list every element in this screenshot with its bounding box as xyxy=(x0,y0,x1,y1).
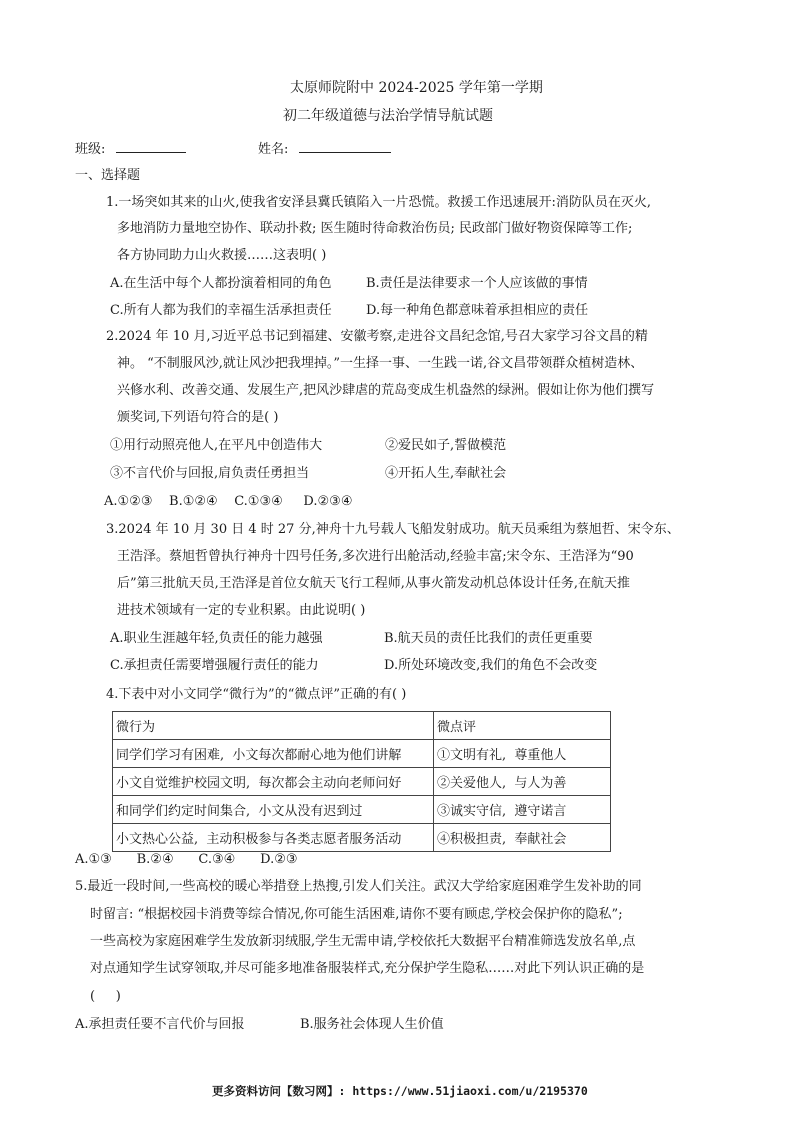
table-cell: 同学们学习有困难, 小文每次都耐心地为他们讲解 xyxy=(113,740,434,768)
q4-table xyxy=(112,711,611,852)
q3-option-c: C.承担责任需要增强履行责任的能力 xyxy=(110,658,319,673)
footer-link[interactable]: 更多资料访问【数习网】: https://www.51jiaoxi.com/u/2195370 xyxy=(212,1084,588,1098)
table-cell: ①文明有礼, 尊重他人 xyxy=(434,740,611,768)
q5-stem-line: ( ) xyxy=(90,989,121,1004)
table-row xyxy=(113,768,611,796)
q2-options: A.①②③ B.①②④ C.①③④ D.②③④ xyxy=(104,494,353,509)
q2-stem-line: 神。 “不制服风沙,就让风沙把我埋掉。”一生择一事、一生践一诺,谷文昌带领群众植树造林、 xyxy=(117,356,644,371)
q1-option-c: C.所有人都为我们的幸福生活承担责任 xyxy=(110,303,332,318)
table-header-cell: 微点评 xyxy=(434,712,611,740)
q1-option-b: B.责任是法律要求一个人应该做的事情 xyxy=(366,276,588,291)
q2-statement-1: ①用行动照亮他人,在平凡中创造伟大 xyxy=(110,438,323,453)
q2-stem-line: 2.2024 年 10 月,习近平总书记到福建、安徽考察,走进谷文昌纪念馆,号召大家学习谷文昌的精 xyxy=(106,329,648,344)
q4-options: A.①③ B.②④ C.③④ D.②③ xyxy=(75,852,298,867)
q5-option-b: B.服务社会体现人生价值 xyxy=(300,1017,444,1032)
table-cell: ②关爱他人, 与人为善 xyxy=(434,768,611,796)
table-header-row xyxy=(113,712,611,740)
q3-stem-line: 进技术领域有一定的专业积累。由此说明( ) xyxy=(117,603,366,618)
name-field xyxy=(258,138,391,160)
q3-option-b: B.航天员的责任比我们的责任更重要 xyxy=(384,631,593,646)
q2-statement-4: ④开拓人生,奉献社会 xyxy=(385,466,507,481)
q2-statement-2: ②爱民如子,誓做模范 xyxy=(385,438,507,453)
name-blank xyxy=(299,138,391,153)
class-field xyxy=(75,138,186,160)
q3-option-a: A.职业生涯越年轻,负责任的能力越强 xyxy=(110,631,323,646)
name-label: 姓名: xyxy=(258,142,289,157)
q4-stem: 4.下表中对小文同学“微行为”的“微点评”正确的有( ) xyxy=(106,687,407,702)
q5-stem-line: 一些高校为家庭困难学生发放新羽绒服,学生无需申请,学校依托大数据平台精准筛选发放名单,点 xyxy=(90,934,636,949)
q1-stem-line: 多地消防力量地空协作、联动扑救; 医生随时待命救治伤员; 民政部门做好物资保障等工作; xyxy=(117,221,633,236)
section-heading: 一、选择题 xyxy=(75,168,141,183)
table-header-cell: 微行为 xyxy=(113,712,434,740)
table-row xyxy=(113,824,611,852)
q3-stem-line: 后”第三批航天员,王浩泽是首位女航天飞行工程师,从事火箭发动机总体设计任务,在航天推 xyxy=(117,576,631,591)
table-cell: 和同学们约定时间集合, 小文从没有迟到过 xyxy=(113,796,434,824)
table-cell: 小文热心公益, 主动积极参与各类志愿者服务活动 xyxy=(113,824,434,852)
q3-stem-line: 王浩泽。蔡旭哲曾执行神舟十四号任务,多次进行出舱活动,经验丰富;宋令东、王浩泽为“90 xyxy=(117,549,634,564)
table-cell: ④积极担责, 奉献社会 xyxy=(434,824,611,852)
q1-stem-line: 1.一场突如其来的山火,使我省安泽县冀氏镇陷入一片恐慌。救援工作迅速展开:消防队员在灭火, xyxy=(106,195,652,210)
q1-option-a: A.在生活中每个人都扮演着相同的角色 xyxy=(110,276,332,291)
q5-option-a: A.承担责任要不言代价与回报 xyxy=(75,1017,245,1032)
q1-stem-line: 各方协同助力山火救援……这表明( ) xyxy=(117,248,327,263)
q3-stem-line: 3.2024 年 10 月 30 日 4 时 27 分,神舟十九号载人飞船发射成功。航天员乘组为蔡旭哲、宋令东、 xyxy=(106,522,680,537)
class-blank xyxy=(116,138,186,153)
table-row xyxy=(113,796,611,824)
table-cell: ③诚实守信, 遵守诺言 xyxy=(434,796,611,824)
table-cell: 小文自觉维护校园文明, 每次都会主动向老师问好 xyxy=(113,768,434,796)
q5-stem-line: 对点通知学生试穿领取,并尽可能多地准备服装样式,充分保护学生隐私……对此下列认识正确的是 xyxy=(90,961,645,976)
q2-stem-line: 兴修水利、改善交通、发展生产,把风沙肆虐的荒岛变成生机盎然的绿洲。假如让你为他们撰写 xyxy=(117,383,655,398)
class-label: 班级: xyxy=(75,142,106,157)
q2-stem-line: 颁奖词,下列语句符合的是( ) xyxy=(117,410,279,425)
q1-option-d: D.每一种角色都意味着承担相应的责任 xyxy=(366,303,589,318)
q5-stem-line: 5.最近一段时间,一些高校的暖心举措登上热搜,引发人们关注。武汉大学给家庭困难学生发补助的同 xyxy=(75,879,642,894)
q3-option-d: D.所处环境改变,我们的角色不会改变 xyxy=(384,658,598,673)
exam-subtitle: 初二年级道德与法治学情导航试题 xyxy=(283,108,493,124)
exam-title: 太原师院附中 2024-2025 学年第一学期 xyxy=(290,80,543,96)
q5-stem-line: 时留言: “根据校园卡消费等综合情况,你可能生活困难,请你不要有顾虑,学校会保护你的隐私”; xyxy=(90,907,623,922)
q2-statement-3: ③不言代价与回报,肩负责任勇担当 xyxy=(110,466,310,481)
table-row xyxy=(113,740,611,768)
